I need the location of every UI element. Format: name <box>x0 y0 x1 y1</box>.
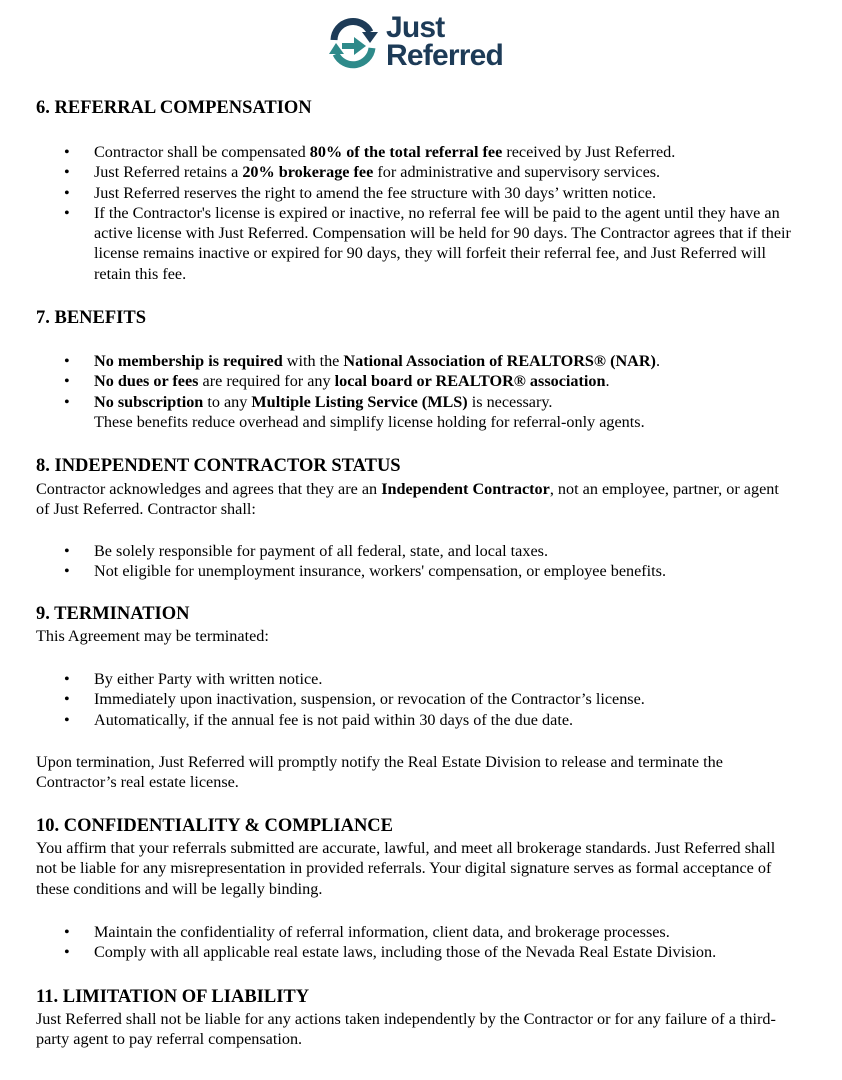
section-6-list <box>36 142 796 284</box>
list-item: • Immediately upon inactivation, suspension, or revocation of the Contractor’s license. <box>36 689 796 709</box>
list-item: • Contractor shall be compensated 80% of the total referral fee received by Just Referred. <box>36 142 796 162</box>
list-item: • Comply with all applicable real estate laws, including those of the Nevada Real Estate Division. <box>36 942 796 962</box>
list-item: • Maintain the confidentiality of referral information, client data, and brokerage processes. <box>36 922 796 942</box>
section-8-list <box>36 541 796 582</box>
section-7-heading: 7. BENEFITS <box>36 308 147 328</box>
section-6-heading: 6. REFERRAL COMPENSATION <box>36 98 312 118</box>
section-9-list <box>36 669 796 730</box>
list-item: • No dues or fees are required for any local board or REALTOR® association. <box>36 371 796 391</box>
section-11-heading: 11. LIMITATION OF LIABILITY <box>36 987 310 1007</box>
section-7-list <box>36 351 796 432</box>
list-item: • If the Contractor's license is expired or inactive, no referral fee will be paid to the agent until they have an active license with Just Referred. Compensation will be held for 90 days. The Contractor agrees that if their license remains inactive or expired for 90 days, they will forfeit their referral fee, and Just Referred will retain this fee. <box>36 203 796 284</box>
logo-text-referred: Referred <box>386 39 503 72</box>
list-item: • Just Referred reserves the right to amend the fee structure with 30 days’ written notice. <box>36 183 796 203</box>
list-item: • By either Party with written notice. <box>36 669 796 689</box>
section-10-heading: 10. CONFIDENTIALITY & COMPLIANCE <box>36 816 394 836</box>
section-10-list <box>36 922 796 963</box>
section-8-intro: Contractor acknowledges and agrees that they are an Independent Contractor, not an employee, partner, or agent of Just Referred. Contractor shall: <box>36 480 779 519</box>
list-item: • Be solely responsible for payment of all federal, state, and local taxes. <box>36 541 796 561</box>
logo-text-just: Just <box>386 11 445 44</box>
section-11-body: Just Referred shall not be liable for any actions taken independently by the Contractor or for any failure of a third-party agent to pay referral compensation. <box>36 1010 776 1049</box>
list-item: • Automatically, if the annual fee is not paid within 30 days of the due date. <box>36 710 796 730</box>
section-9-intro: This Agreement may be terminated: <box>36 627 269 645</box>
list-item: • Not eligible for unemployment insurance, workers' compensation, or employee benefits. <box>36 561 796 581</box>
circular-arrows-icon <box>326 12 380 72</box>
just-referred-logo <box>326 12 506 74</box>
list-item: • Just Referred retains a 20% brokerage fee for administrative and supervisory services. <box>36 162 796 182</box>
section-10-intro: You affirm that your referrals submitted are accurate, lawful, and meet all brokerage standards. Just Referred shall not be liable for any misrepresentation in provided referrals. Your digital signature serves as formal acceptance of these conditions and will be legally binding. <box>36 839 776 898</box>
list-item: • No membership is required with the National Association of REALTORS® (NAR). <box>36 351 796 371</box>
section-9-outro: Upon termination, Just Referred will promptly notify the Real Estate Division to release and terminate the Contractor’s real estate license. <box>36 753 723 792</box>
section-9-heading: 9. TERMINATION <box>36 604 190 624</box>
section-8-heading: 8. INDEPENDENT CONTRACTOR STATUS <box>36 456 401 476</box>
list-item: • No subscription to any Multiple Listing Service (MLS) is necessary. These benefits reduce overhead and simplify license holding for referral-only agents. <box>36 392 796 433</box>
